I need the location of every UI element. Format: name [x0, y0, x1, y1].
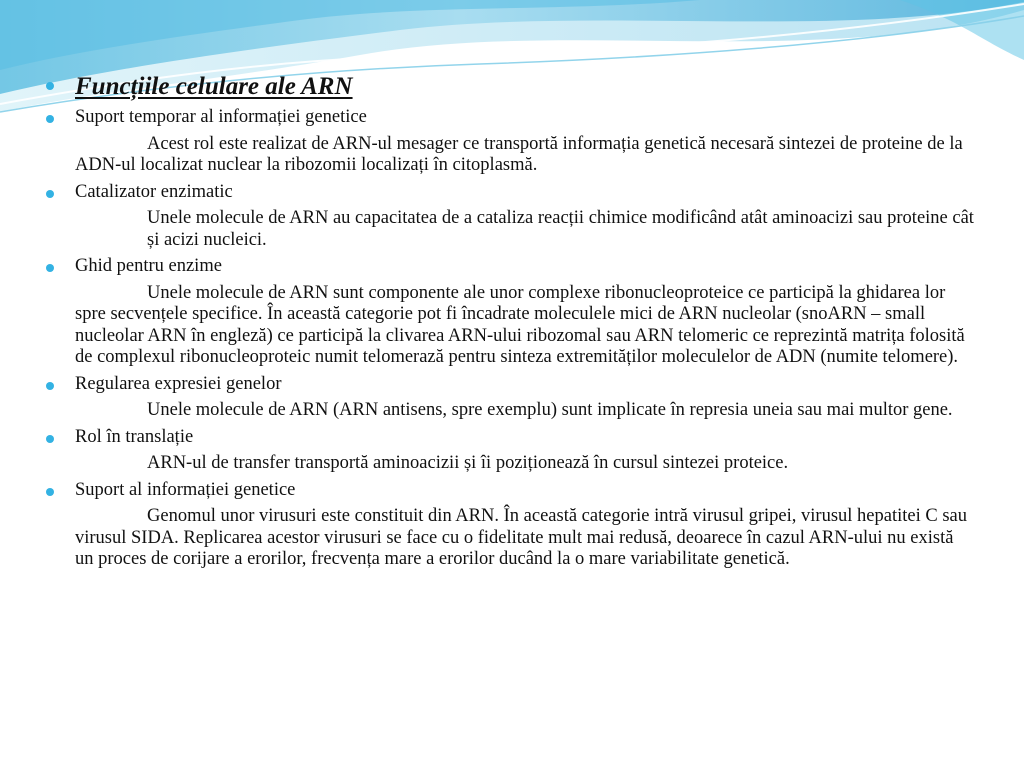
section-body [44, 283, 974, 369]
section-body [44, 506, 974, 571]
section-body-text: Unele molecule de ARN sunt componente ale unor complexe ribonucleoproteice ce participă la ghidarea lor spre secvențele specifice. În această categorie pot fi încadrate moleculele mici de ARN nucleolar (snoARN – small nucleolar ARN în engleză) ce participă la clivarea ARN-ului ribozomal sau ARN telomeric ce reprezintă matrița folosită de complexul ribonucleoproteic numit telomerază pentru sinteza extremităților moleculelor de ADN (numite telomere). [75, 282, 965, 367]
section-heading [44, 374, 974, 396]
section-heading [44, 427, 974, 449]
section-body-text: ARN-ul de transfer transportă aminoacizii și îi poziționează în cursul sintezei proteice. [147, 453, 789, 473]
slide-content [44, 70, 974, 571]
bullet-icon [46, 190, 54, 198]
section-4 [44, 374, 974, 422]
section-heading [44, 107, 974, 129]
bullet-icon [46, 264, 54, 272]
bullet-icon [46, 82, 54, 90]
section-1 [44, 107, 974, 177]
section-body [44, 400, 974, 422]
section-body-text: Genomul unor virusuri este constituit din ARN. În această categorie intră virusul gripei, virusul hepatitei C sau virusul SIDA. Replicarea acestor virusuri se face cu o fidelitate mult mai redusă, deoarece în cazul ARN-ului nu există un proces de corijare a erorilor, frecvența mare a erorilor ducând la o mare variabilitate genetică. [75, 506, 967, 569]
bullet-icon [46, 115, 54, 123]
slide-title: Funcțiile celulare ale ARN [75, 73, 353, 100]
section-heading [44, 256, 974, 278]
section-6 [44, 480, 974, 571]
section-heading-text: Ghid pentru enzime [75, 256, 222, 276]
section-heading-text: Suport temporar al informației genetice [75, 107, 367, 127]
section-heading-text: Rol în translație [75, 426, 194, 447]
bullet-icon [46, 435, 54, 443]
bullet-icon [46, 382, 54, 390]
section-body [44, 453, 974, 475]
section-heading-text: Regularea expresiei genelor [75, 373, 282, 394]
section-body [44, 208, 974, 251]
section-body-text: Unele molecule de ARN (ARN antisens, spre exemplu) sunt implicate în represia uneia sau mai multor gene. [147, 400, 953, 420]
section-heading [44, 480, 974, 502]
section-3 [44, 256, 974, 369]
section-heading [44, 182, 974, 204]
section-body-text: Unele molecule de ARN au capacitatea de a cataliza reacții chimice modificând atât aminoacizi sau proteine cât și acizi nucleici. [147, 208, 974, 250]
section-body [44, 134, 974, 177]
section-heading-text: Suport al informației genetice [75, 479, 296, 500]
section-5 [44, 427, 974, 475]
section-heading-text: Catalizator enzimatic [75, 181, 233, 202]
section-2 [44, 182, 974, 252]
section-body-text: Acest rol este realizat de ARN-ul mesager ce transportă informația genetică necesară sintezei de proteine de la ADN-ul localizat nuclear la ribozomii localizați în citoplasmă. [75, 133, 963, 175]
title-row [44, 70, 974, 102]
bullet-icon [46, 488, 54, 496]
